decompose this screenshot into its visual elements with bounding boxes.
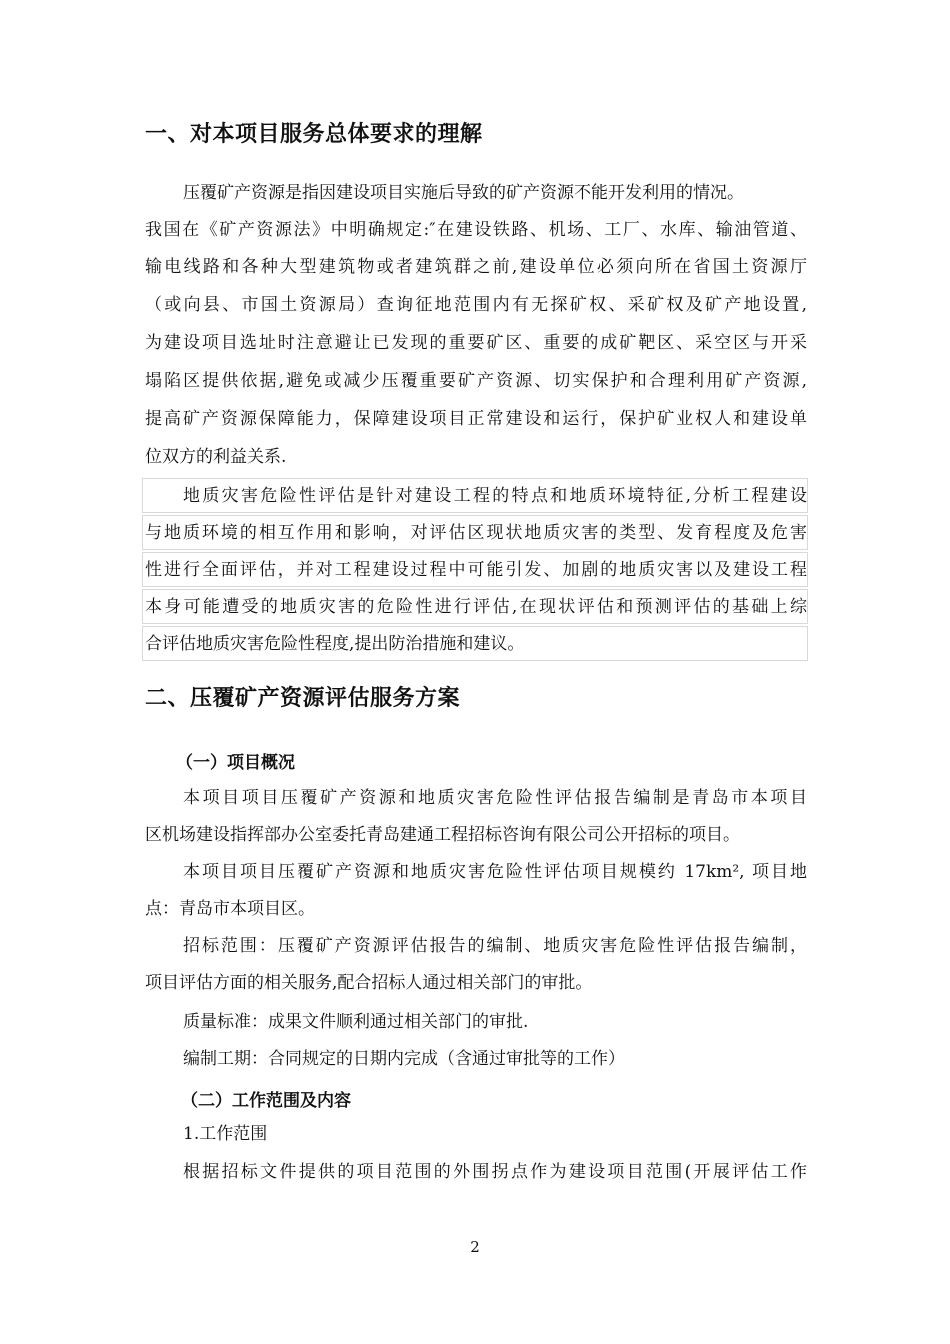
paragraph-line: 提高矿产资源保障能力，保障建设项目正常建设和运行，保护矿业权人和建设单 bbox=[145, 409, 807, 429]
paragraph-line: 我国在《矿产资源法》中明确规定:″在建设铁路、机场、工厂、水库、输油管道、 bbox=[145, 220, 807, 240]
paragraph-line: 项目评估方面的相关服务,配合招标人通过相关部门的审批。 bbox=[145, 973, 593, 993]
paragraph-line: 编制工期：合同规定的日期内完成（含通过审批等的工作） bbox=[183, 1049, 625, 1069]
paragraph-line: 地质灾害危险性评估是针对建设工程的特点和地质环境特征,分析工程建设 bbox=[183, 486, 807, 506]
paragraph-line: 招标范围：压覆矿产资源评估报告的编制、地质灾害危险性评估报告编制， bbox=[183, 936, 807, 956]
list-item: 1.工作范围 bbox=[183, 1124, 268, 1144]
paragraph-line: 区机场建设指挥部办公室委托青岛建通工程招标咨询有限公司公开招标的项目。 bbox=[145, 825, 740, 845]
paragraph-line: 点：青岛市本项目区。 bbox=[145, 899, 315, 919]
paragraph-line: 性进行全面评估，并对工程建设过程中可能引发、加剧的地质灾害以及建设工程 bbox=[145, 560, 807, 580]
subsection-heading-2: （二）工作范围及内容 bbox=[181, 1091, 351, 1111]
paragraph-line: 位双方的利益关系. bbox=[145, 447, 287, 467]
paragraph-line: 压覆矿产资源是指因建设项目实施后导致的矿产资源不能开发利用的情况。 bbox=[183, 183, 744, 203]
section-heading-1: 一、对本项目服务总体要求的理解 bbox=[145, 122, 483, 147]
subsection-heading-1: （一）项目概况 bbox=[176, 753, 295, 773]
page-number: 2 bbox=[470, 1238, 480, 1256]
paragraph-line: 与地质环境的相互作用和影响，对评估区现状地质灾害的类型、发育程度及危害 bbox=[145, 523, 807, 543]
paragraph-line: 输电线路和各种大型建筑物或者建筑群之前,建设单位必须向所在省国土资源厅 bbox=[145, 257, 807, 277]
paragraph-line: 本身可能遭受的地质灾害的危险性进行评估,在现状评估和预测评估的基础上综 bbox=[145, 597, 807, 617]
paragraph-line: 本项目项目压覆矿产资源和地质灾害危险性评估项目规模约 17km², 项目地 bbox=[183, 862, 807, 882]
paragraph-line: 合评估地质灾害危险性程度,提出防治措施和建议。 bbox=[145, 634, 525, 654]
paragraph-line: 质量标准：成果文件顺利通过相关部门的审批. bbox=[183, 1012, 529, 1032]
paragraph-line: （或向县、市国土资源局）查询征地范围内有无探矿权、采矿权及矿产地设置, bbox=[145, 295, 807, 315]
paragraph-line: 塌陷区提供依据,避免或减少压覆重要矿产资源、切实保护和合理利用矿产资源, bbox=[145, 371, 807, 391]
section-heading-2: 二、压覆矿产资源评估服务方案 bbox=[145, 686, 461, 711]
paragraph-line: 本项目项目压覆矿产资源和地质灾害危险性评估报告编制是青岛市本项目 bbox=[183, 788, 807, 808]
paragraph-line: 根据招标文件提供的项目范围的外围拐点作为建设项目范围(开展评估工作 bbox=[183, 1162, 807, 1182]
paragraph-line: 为建设项目选址时注意避让已发现的重要矿区、重要的成矿靶区、采空区与开采 bbox=[145, 333, 807, 353]
